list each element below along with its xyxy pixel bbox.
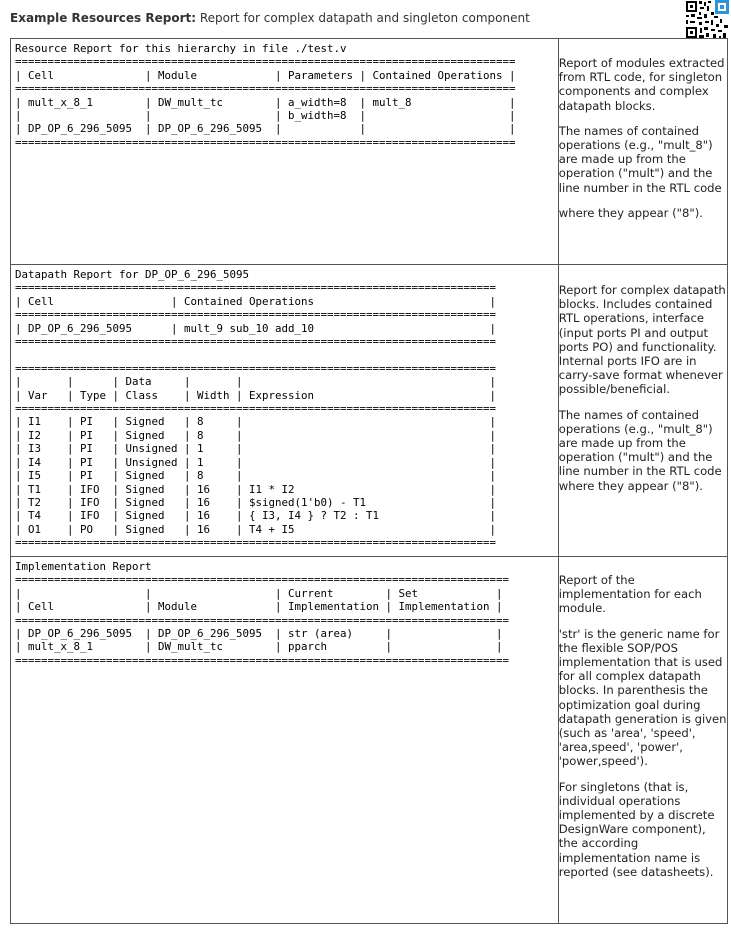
qr-code-icon (684, 0, 730, 40)
description-paragraph: where they appear ("8"). (558, 205, 703, 220)
page-header (10, 11, 530, 25)
resource-report-cell (11, 39, 559, 265)
resource-report-code: Resource Report for this hierarchy in file ./test.v ============================================================================= | Cell | Module | Parameters | Contained Operations | ============================================================================= | mult_x_8_1 | DW_mult_tc | a_width=8 | mult_8 | | | | b_width=8 | | | DP_OP_6_296_5095 | DP_OP_6_296_5095 | | | ============================================================================= (15, 42, 516, 149)
description-paragraph: Report of modules extracted from RTL code, for singleton components and complex datapath blocks. (558, 56, 725, 113)
datapath-report-description (558, 265, 727, 557)
resource-report-row (11, 39, 728, 265)
description-paragraph: 'str' is the generic name for the flexible SOP/POS implementation that is used for all complex datapath blocks. In parenthesis the optimization goal during datapath generation is given (such as 'area', 'speed', 'area,speed', 'power', 'power,speed'). (558, 626, 727, 769)
datapath-report-row (11, 265, 728, 557)
description-paragraph: Report of the implementation for each module. (558, 573, 702, 616)
description-paragraph: The names of contained operations (e.g., "mult_8") are made up from the operation ("mult") and the line number in the RTL code (558, 123, 722, 195)
datapath-report-code: Datapath Report for DP_OP_6_296_5095 ========================================================================== | Cell | Contained Operations | ========================================================================== | DP_OP_6_296_5095 | mult_9 sub_10 add_10 | ========================================================================== ========================================================================== | | | Data | | | | Var | Type | Class | Width | Expression | ========================================================================== | I1 | PI | Signed | 8 | | | I2 | PI | Signed | 8 | | | I3 | PI | Unsigned | 1 | | | I4 | PI | Unsigned | 1 | | | I5 | PI | Signed | 8 | | | T1 | IFO | Signed | 16 | I1 * I2 | | T2 | IFO | Signed | 16 | $signed(1'b0) - T1 | | T4 | IFO | Signed | 16 | { I3, I4 } ? T2 : T1 | | O1 | PO | Signed | 16 | T4 + I5 | ========================================================================== (15, 268, 497, 550)
implementation-report-cell (11, 557, 559, 924)
header-title-rest: Report for complex datapath and singleton component (196, 11, 530, 25)
implementation-report-code: Implementation Report ============================================================================ | | | Current | Set | | Cell | Module | Implementation | Implementation | ============================================================================ | DP_OP_6_296_5095 | DP_OP_6_296_5095 | str (area) | | | mult_x_8_1 | DW_mult_tc | pparch | | ============================================================================ (15, 560, 510, 667)
implementation-report-description (558, 557, 727, 924)
datapath-report-cell (11, 265, 559, 557)
description-paragraph: Report for complex datapath blocks. Includes contained RTL operations, interface (input ports PI and output ports PO) and functionality. Internal ports IFO are in carry-save format whenever possible/beneficial. (558, 283, 726, 397)
resource-report-description (558, 39, 727, 265)
report-table (10, 38, 728, 924)
implementation-report-row (11, 557, 728, 924)
description-paragraph: The names of contained operations (e.g., "mult_8") are made up from the operation ("mult") and the line number in the RTL code where they appear ("8"). (558, 407, 722, 493)
header-title-bold: Example Resources Report: (10, 11, 197, 25)
description-paragraph: For singletons (that is, individual operations implemented by a discrete DesignWare component), the according implementation name is reported (see datasheets). (558, 779, 715, 879)
